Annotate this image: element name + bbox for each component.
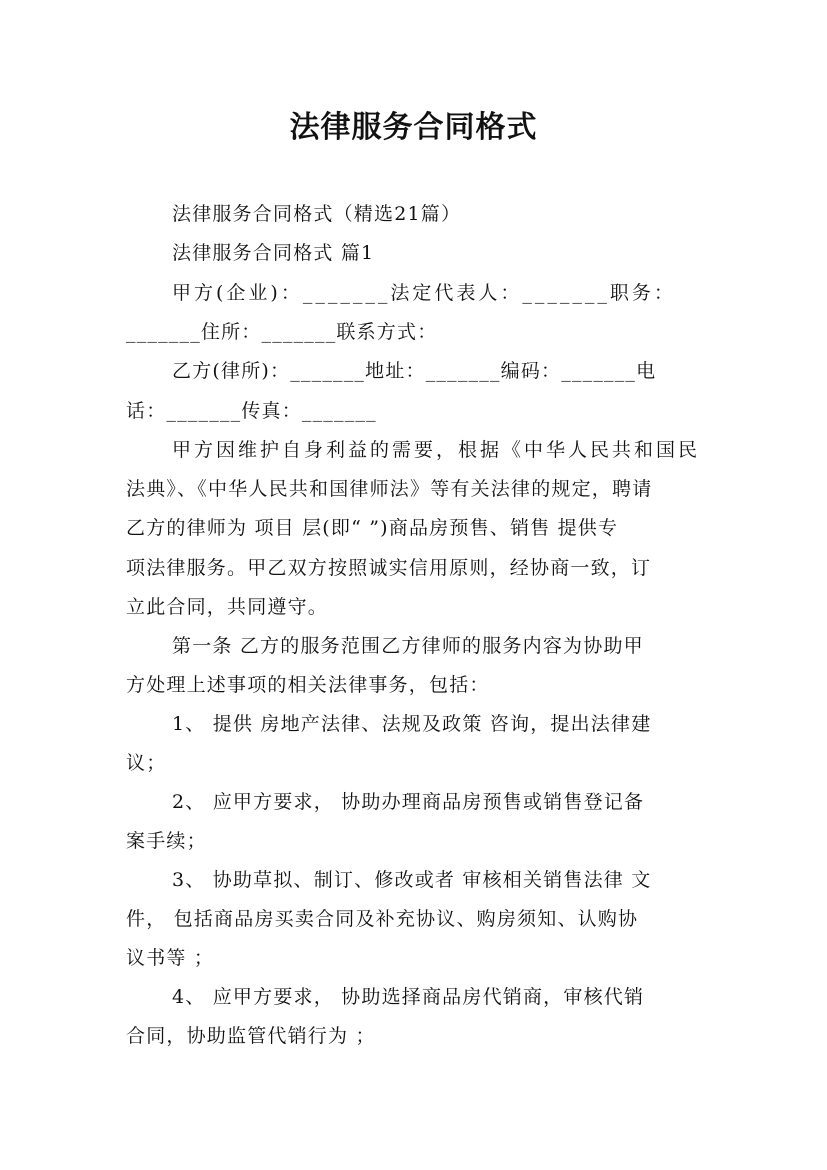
text-line: 话：_______传真：_______ — [126, 400, 377, 422]
text-line: _______住所：_______联系方式： — [126, 321, 438, 343]
text-line: 件， 包括商品房买卖合同及补充协议、购房须知、认购协 — [126, 908, 639, 930]
text-line: 法典》、《中华人民共和国律师法》等有关法律的规定，聘请 — [126, 478, 653, 500]
text-line: 法律服务合同格式（精选21篇） — [172, 203, 462, 225]
text-line: 3、 协助草拟、制订、修改或者 审核相关销售法律 文 — [172, 869, 652, 891]
text-line: 合同，协助监管代销行为 ； — [126, 1025, 376, 1047]
text-line: 甲方因维护自身利益的需要，根据《中华人民共和国民 — [172, 439, 701, 461]
text-line: 2、 应甲方要求， 协助办理商品房预售或销售登记备 — [172, 791, 645, 813]
text-line: 4、 应甲方要求， 协助选择商品房代销商，审核代销 — [172, 986, 645, 1008]
text-line: 1、 提供 房地产法律、法规及政策 咨询，提出法律建 — [172, 713, 652, 735]
text-line: 议书等 ； — [126, 947, 215, 969]
text-line: 立此合同，共同遵守。 — [126, 596, 329, 618]
text-line: 项法律服务。甲乙双方按照诚实信用原则，经协商一致，订 — [126, 557, 652, 579]
text-line: 法律服务合同格式 篇1 — [172, 242, 375, 264]
text-line: 第一条 乙方的服务范围乙方律师的服务内容为协助甲 — [172, 635, 644, 657]
text-line: 甲方(企业)：_______法定代表人：_______职务： — [172, 282, 676, 304]
text-line: 案手续； — [126, 830, 207, 852]
text-line: 议； — [126, 752, 167, 774]
text-line: 方处理上述事项的相关法律事务，包括： — [126, 674, 490, 696]
text-line: 乙方的律师为 项目 层(即“ ”)商品房预售、销售 提供专 — [126, 517, 619, 539]
document-title: 法律服务合同格式 — [289, 110, 538, 145]
text-line: 乙方(律所)：_______地址：_______编码：_______电 — [172, 360, 657, 382]
